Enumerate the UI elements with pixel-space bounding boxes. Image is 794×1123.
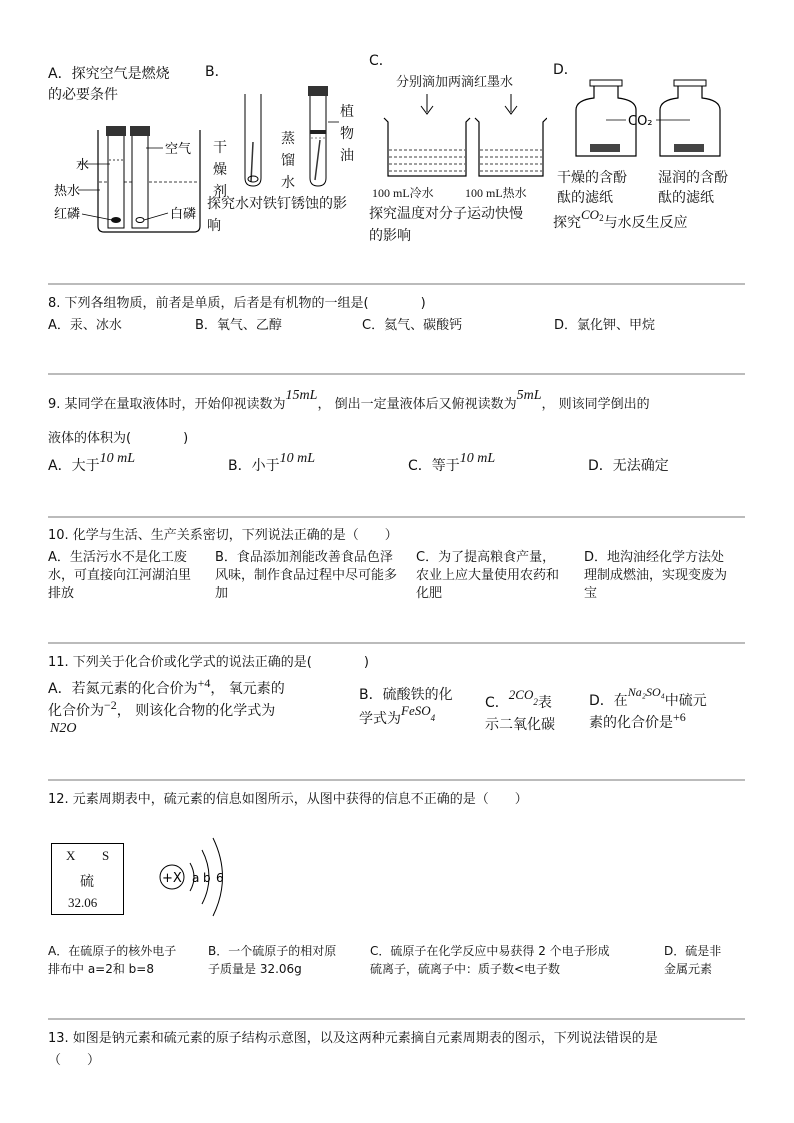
q7-b-dry-agent: 干 燥 剂 xyxy=(213,140,227,200)
separator xyxy=(48,373,745,375)
q7-a-label-water: 水 xyxy=(76,158,90,173)
q7-b-veg-oil: 植 物 油 xyxy=(340,104,354,164)
q7-c-label: C． xyxy=(369,53,393,69)
q7-d-label: D． xyxy=(553,62,578,78)
q11-option-c-line-2: 示二氧化碳 xyxy=(485,717,555,733)
q7-a-label-air: 空气 xyxy=(165,142,192,157)
q11-option-b-line-2: 学式为FeSO$_4$ xyxy=(359,703,436,727)
q9-option-a: A．大于10 mL xyxy=(48,451,135,474)
q8-option-d: D．氯化钾、甲烷 xyxy=(554,318,656,333)
q10-stem: 10. 化学与生活、生产关系密切，下列说法正确的是（ ） xyxy=(48,528,398,543)
q11-option-d-line-2: 素的化合价是+6 xyxy=(589,710,686,731)
q7-c-cold-label: 100 mL冷水 xyxy=(372,186,434,200)
q7-d-co2-label: CO₂ xyxy=(628,114,653,129)
q11-option-a-line-2: 化合价为−2， 则该化合物的化学式为 xyxy=(48,698,276,719)
q10-option-d: D．地沟油经化学方法处 理制成燃油，实现变废为 宝 xyxy=(584,550,728,601)
q7-d-caption: 探究$CO_2$与水反生反应 xyxy=(553,207,688,231)
atom-shell-six: 6 xyxy=(216,871,224,885)
q11-option-a-formula: N2O xyxy=(50,721,77,736)
separator xyxy=(48,516,745,518)
q7-b-label: B． xyxy=(205,64,229,80)
atom-shell-a: a xyxy=(192,871,200,885)
q7-c-caption-2: 的影响 xyxy=(369,228,411,244)
q12-option-c: C．硫原子在化学反应中易获得 2 个电子形成 硫离子，硫离子中：质子数<电子数 xyxy=(370,944,610,976)
q11-stem: 11. 下列关于化合价或化学式的说法正确的是( ) xyxy=(48,655,369,670)
q13-stem: 13. 如图是钠元素和硫元素的原子结构示意图，以及这两种元素摘自元素周期表的图示，下列说法错误的是 xyxy=(48,1031,658,1046)
separator xyxy=(48,642,745,644)
q9-option-d: D．无法确定 xyxy=(588,458,669,474)
cell-atomic-number: X xyxy=(66,848,76,863)
q8-option-a: A．汞、冰水 xyxy=(48,318,122,333)
q7-a-label-whitep: 白磷 xyxy=(170,207,197,222)
atom-shell-b: b xyxy=(203,871,211,885)
q7-a-title-1: A．探究空气是燃烧 xyxy=(48,66,170,82)
q9-stem-line-2: 液体的体积为( ) xyxy=(48,431,189,446)
q9-stem-line-1: 9. 某同学在量取液体时，开始仰视读数为15mL， 倒出一定量液体后又俯视读数为5mL， 则该同学倒出的 xyxy=(48,388,650,412)
q11-option-b-line-1: B．硫酸铁的化 xyxy=(359,687,453,703)
q11-option-a-line-1: A．若氮元素的化合价为+4， 氧元素的 xyxy=(48,676,285,697)
q10-option-c: C．为了提高粮食产量， 农业上应大量使用农药和 化肥 xyxy=(416,550,560,601)
separator xyxy=(48,283,745,285)
separator xyxy=(48,779,745,781)
q7-d-dry-2: 酞的滤纸 xyxy=(557,190,613,206)
q7-c-hot-label: 100 mL热水 xyxy=(465,186,527,200)
q8-option-b: B．氧气、乙醇 xyxy=(195,318,282,333)
q11-option-c-line-1: C．$2CO_2$表 xyxy=(485,687,552,711)
q7-a-label-hotwater: 热水 xyxy=(54,184,81,199)
q7-d-dry-1: 干燥的含酚 xyxy=(557,170,627,186)
q12-option-b: B．一个硫原子的相对原 子质量是 32.06g xyxy=(208,944,337,976)
q7-d-bottles-diagram xyxy=(568,76,748,160)
q7-c-beakers-diagram xyxy=(372,92,547,186)
q12-stem: 12. 元素周期表中，硫元素的信息如图所示，从图中获得的信息不正确的是（ ） xyxy=(48,792,528,807)
separator xyxy=(48,1018,745,1020)
q12-option-a: A．在硫原子的核外电子 排布中 a=2和 b=8 xyxy=(48,944,177,976)
q7-c-caption-1: 探究温度对分子运动快慢 xyxy=(369,206,523,222)
cell-atomic-mass: 32.06 xyxy=(68,895,98,910)
q7-d-wet-2: 酞的滤纸 xyxy=(658,190,714,206)
q9-option-c: C．等于10 mL xyxy=(408,451,496,474)
atom-nucleus-label: +X xyxy=(162,871,182,886)
q13-answer-paren: （ ） xyxy=(48,1053,101,1068)
sulfur-atom-structure-diagram xyxy=(150,830,240,920)
q7-a-title-2: 的必要条件 xyxy=(48,87,118,103)
q10-option-b: B．食品添加剂能改善食品色泽 风味，制作食品过程中尽可能多 加 xyxy=(215,550,398,601)
q10-option-a: A．生活污水不是化工废 水，可直接向江河湖泊里 排放 xyxy=(48,550,192,601)
q7-d-wet-1: 湿润的含酚 xyxy=(658,170,728,186)
cell-symbol: S xyxy=(102,848,110,863)
q11-option-d-line-1: D．在Na₂SO₄中硫元 xyxy=(589,685,707,709)
q7-b-caption-2: 响 xyxy=(207,218,221,234)
q7-b-caption-1: 探究水对铁钉锈蚀的影 xyxy=(207,196,347,212)
cell-element-name: 硫 xyxy=(80,874,94,890)
q8-option-c: C．氦气、碳酸钙 xyxy=(362,318,463,333)
q9-option-b: B．小于10 mL xyxy=(228,451,316,474)
q7-a-apparatus-diagram xyxy=(48,120,206,236)
q8-stem: 8. 下列各组物质，前者是单质，后者是有机物的一组是( ) xyxy=(48,296,426,311)
q12-option-d: D．硫是非 金属元素 xyxy=(664,944,722,976)
q7-a-label-redp: 红磷 xyxy=(54,207,81,222)
q7-b-distilled-water: 蒸 馏 水 xyxy=(281,131,295,191)
q7-c-top-note: 分别滴加两滴红墨水 xyxy=(396,75,514,90)
periodic-table-cell xyxy=(51,843,124,915)
